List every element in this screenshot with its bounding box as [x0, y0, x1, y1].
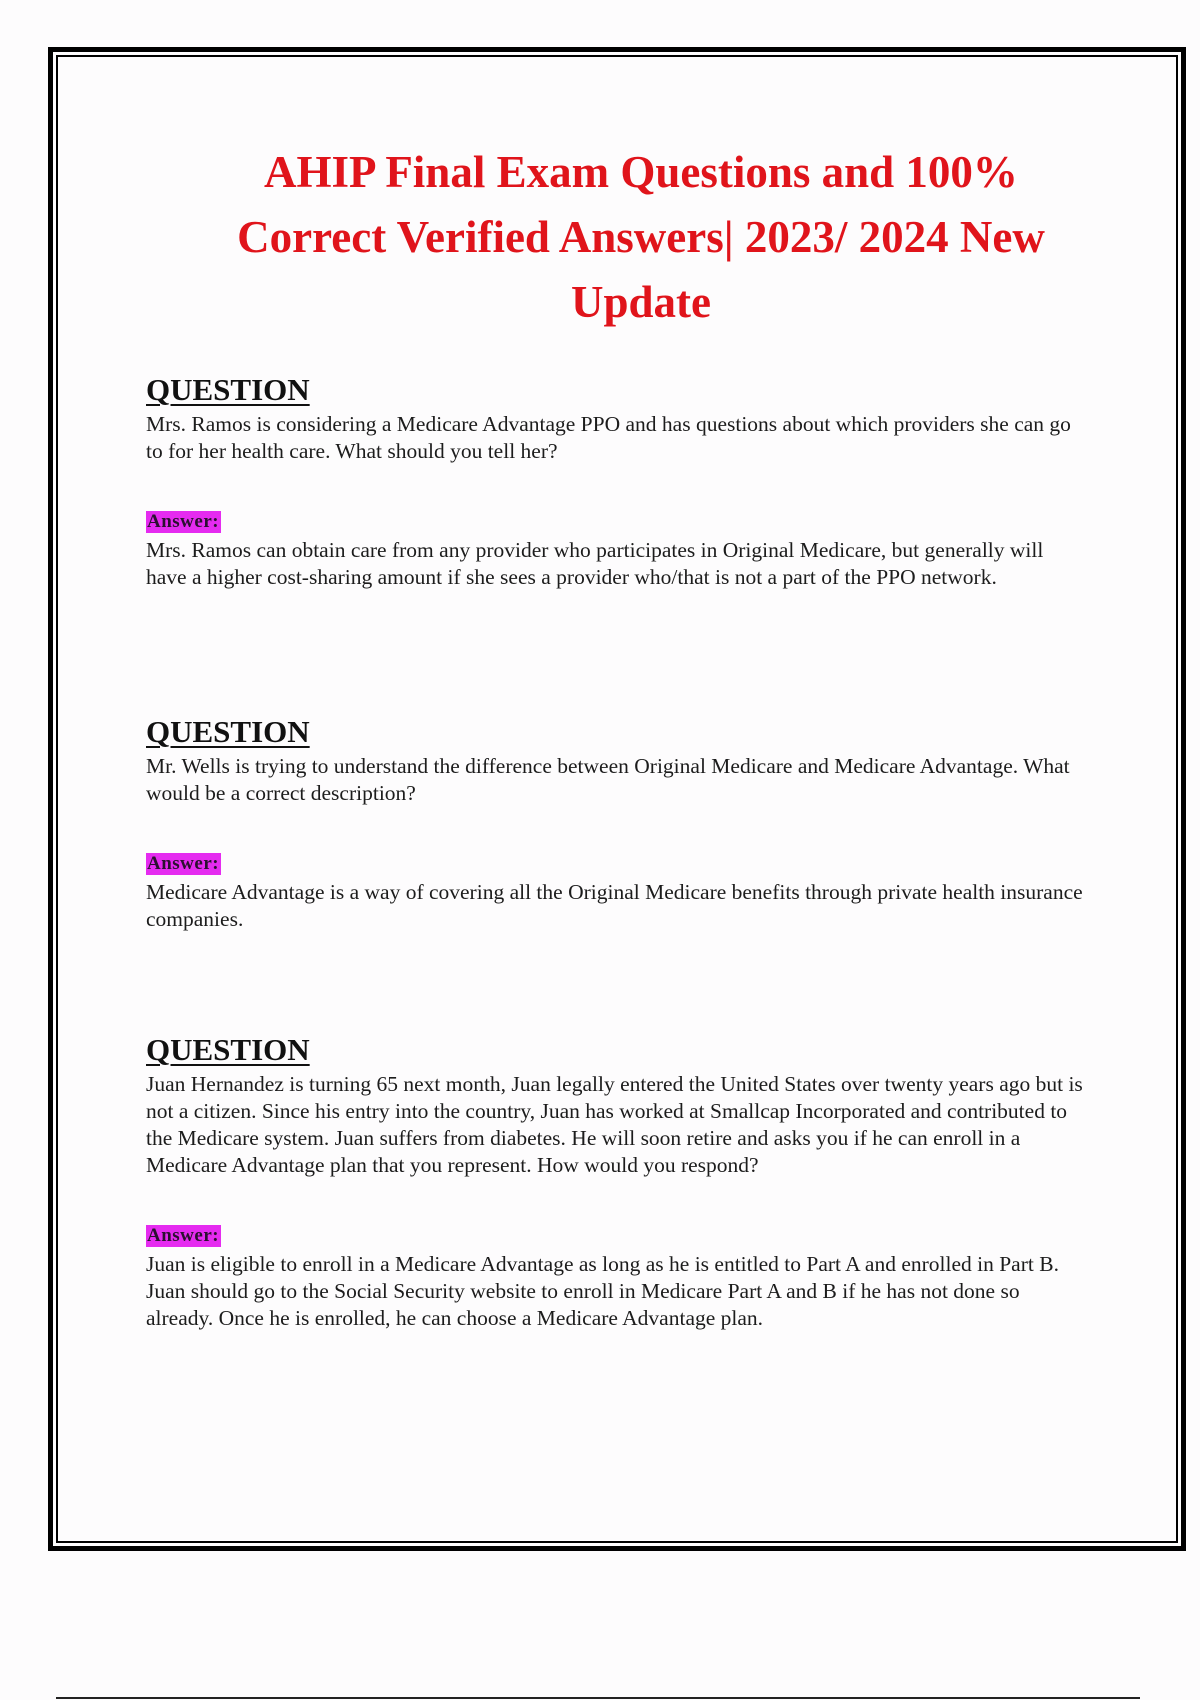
answer-text: Mrs. Ramos can obtain care from any provider who participates in Original Medicare, but generally will have a higher cost-sharing amount if she sees a provider who/that is not a part of the PPO network.	[146, 538, 1044, 589]
answer-label: Answer:	[147, 511, 220, 532]
document-body	[146, 140, 1086, 1330]
answer-block	[146, 511, 1086, 591]
question-text: Juan Hernandez is turning 65 next month, Juan legally entered the United States over twenty years ago but is not a citizen. Since his entry into the country, Juan has worked at Smallcap Incorporated and contributed to the Medicare system. Juan suffers from diabetes. He will soon retire and asks you if he can enroll in a Medicare Advantage plan that you represent. How would you respond?	[146, 1072, 1083, 1177]
qa-block-1	[146, 373, 1086, 591]
qa-block-3	[146, 1033, 1086, 1332]
question-heading: QUESTION	[146, 1032, 310, 1067]
answer-block	[146, 1225, 1086, 1332]
answer-text: Medicare Advantage is a way of covering all the Original Medicare benefits through private health insurance companies.	[146, 880, 1083, 931]
question-text: Mr. Wells is trying to understand the difference between Original Medicare and Medicare Advantage. What would be a correct description?	[146, 754, 1070, 805]
answer-label: Answer:	[147, 853, 220, 874]
footer-divider	[56, 1697, 1140, 1699]
answer-text: Juan is eligible to enroll in a Medicare Advantage as long as he is entitled to Part A and enrolled in Part B. Juan should go to the Social Security website to enroll in Medicare Part A and B if he has not done so already. Once he is enrolled, he can choose a Medicare Advantage plan.	[146, 1252, 1059, 1330]
question-heading: QUESTION	[146, 372, 310, 407]
answer-label: Answer:	[147, 1225, 220, 1246]
qa-block-2	[146, 715, 1086, 933]
document-title: AHIP Final Exam Questions and 100% Correct Verified Answers| 2023/ 2024 New Update	[237, 147, 1045, 327]
answer-block	[146, 853, 1086, 933]
question-text: Mrs. Ramos is considering a Medicare Advantage PPO and has questions about which providers she can go to for her health care. What should you tell her?	[146, 412, 1071, 463]
question-heading: QUESTION	[146, 714, 310, 749]
